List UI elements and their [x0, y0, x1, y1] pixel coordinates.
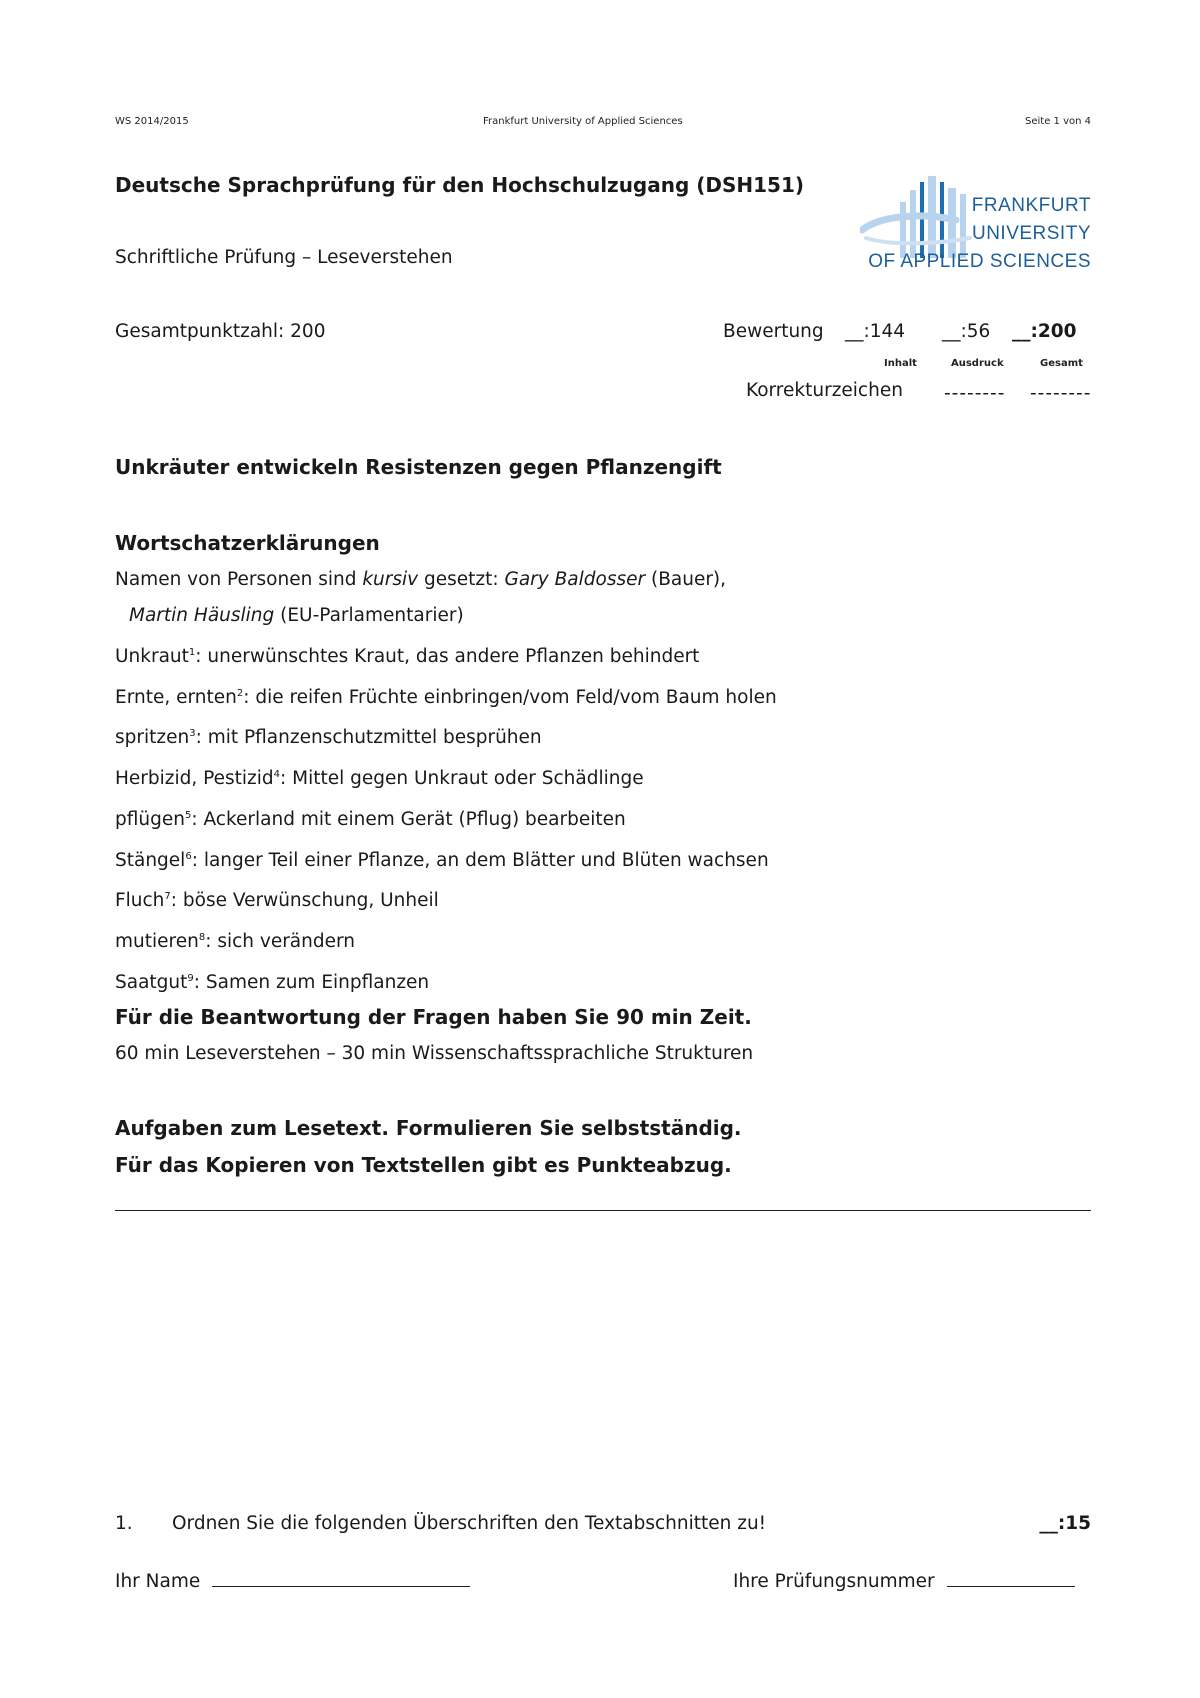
total-points: Gesamtpunktzahl: 200: [115, 321, 326, 342]
section-divider: [115, 1210, 1091, 1211]
expression-score: __:56: [942, 321, 991, 342]
footnote-number: 7: [164, 891, 171, 903]
vocabulary-entry: [115, 635, 777, 676]
exam-number-field: [733, 1568, 1075, 1592]
person1-name: Gary Baldosser: [504, 568, 646, 590]
exam-number-input-line[interactable]: [947, 1568, 1075, 1587]
name-label: Ihr Name: [115, 1571, 201, 1592]
instruction-line-2: Für das Kopieren von Textstellen gibt es Punkteabzug.: [115, 1153, 732, 1177]
correction-label: Korrekturzeichen: [746, 380, 903, 401]
vocabulary-term: Saatgut: [115, 971, 188, 993]
vocabulary-definition: : langer Teil einer Pflanze, an dem Blätter und Blüten wachsen: [191, 849, 769, 871]
vocabulary-definition: : böse Verwünschung, Unheil: [170, 890, 439, 912]
text-title: Unkräuter entwickeln Resistenzen gegen Pflanzengift: [115, 455, 722, 479]
correction-blank-content: --------: [944, 383, 1006, 404]
vocabulary-term: Unkraut: [115, 645, 189, 667]
grading-label: Bewertung: [723, 321, 824, 342]
exam-subtitle: Schriftliche Prüfung – Leseverstehen: [115, 247, 453, 268]
names-set: gesetzt:: [418, 568, 505, 590]
vocabulary-entry: [115, 716, 777, 757]
header-semester: WS 2014/2015: [115, 116, 189, 127]
vocabulary-term: Ernte, ernten: [115, 686, 237, 708]
names-italic-word: kursiv: [362, 568, 419, 590]
task1-points: __:15: [1039, 1513, 1091, 1534]
vocabulary-term: Fluch: [115, 890, 165, 912]
vocabulary-definition: : mit Pflanzenschutzmittel besprühen: [195, 727, 542, 749]
footnote-number: 2: [236, 687, 244, 699]
header-page-info: Seite 1 von 4: [1025, 116, 1091, 127]
person1-role: (Bauer),: [645, 568, 727, 590]
vocabulary-list: [115, 635, 777, 1002]
vocabulary-definition: : Ackerland mit einem Gerät (Pflug) bearbeiten: [191, 808, 626, 830]
logo-line-3: OF APPLIED SCIENCES: [868, 251, 1091, 272]
content-label: Inhalt: [884, 358, 917, 369]
logo-line-2: UNIVERSITY: [971, 223, 1091, 244]
person2-role: (EU-Parlamentarier): [274, 605, 464, 627]
person2-name: Martin Häusling: [129, 605, 275, 627]
footnote-number: 6: [185, 850, 192, 862]
names-note: [115, 562, 777, 599]
task1-number: 1.: [115, 1513, 133, 1534]
time-split: 60 min Leseverstehen – 30 min Wissenschaftssprachliche Strukturen: [115, 1043, 754, 1064]
expression-label: Ausdruck: [951, 358, 1004, 369]
names-note-continued: [115, 598, 777, 635]
footnote-number: 5: [184, 809, 192, 821]
vocabulary-entry: [115, 798, 777, 839]
vocabulary-heading: Wortschatzerklärungen: [115, 531, 380, 555]
name-input-line[interactable]: [212, 1568, 470, 1587]
vocabulary-definition: : sich verändern: [205, 931, 356, 953]
logo-wordmark: [868, 192, 1091, 276]
exam-number-label: Ihre Prüfungsnummer: [733, 1571, 935, 1592]
vocabulary-term: pflügen: [115, 808, 185, 830]
vocabulary-definition: : Samen zum Einpflanzen: [193, 971, 430, 993]
header-institution: Frankfurt University of Applied Sciences: [483, 116, 683, 127]
vocabulary-definition: : Mittel gegen Unkraut oder Schädlinge: [280, 768, 644, 790]
footnote-number: 3: [189, 728, 196, 740]
vocabulary-term: spritzen: [115, 727, 190, 749]
footnote-number: 1: [188, 646, 196, 658]
name-field: [115, 1568, 470, 1592]
vocabulary-section: [115, 525, 777, 1002]
total-label: Gesamt: [1040, 358, 1083, 369]
vocabulary-term: mutieren: [115, 931, 199, 953]
logo-line-1: FRANKFURT: [971, 195, 1091, 216]
total-score: __:200: [1012, 321, 1077, 342]
vocabulary-term: Stängel: [115, 849, 186, 871]
footnote-number: 8: [198, 932, 206, 944]
footnote-number: 9: [187, 972, 194, 984]
vocabulary-entry: [115, 920, 777, 961]
vocabulary-definition: : unerwünschtes Kraut, das andere Pflanzen behindert: [195, 645, 700, 667]
exam-title: Deutsche Sprachprüfung für den Hochschulzugang (DSH151): [115, 173, 805, 197]
vocabulary-entry: [115, 879, 777, 920]
time-heading: Für die Beantwortung der Fragen haben Sie 90 min Zeit.: [115, 1005, 752, 1029]
vocabulary-entry: [115, 676, 777, 717]
vocabulary-entry: [115, 839, 777, 880]
names-intro: Namen von Personen sind: [115, 568, 363, 590]
task1-text: Ordnen Sie die folgenden Überschriften den Textabschnitten zu!: [172, 1513, 767, 1534]
vocabulary-definition: : die reifen Früchte einbringen/vom Feld/vom Baum holen: [243, 686, 777, 708]
instruction-line-1: Aufgaben zum Lesetext. Formulieren Sie selbstständig.: [115, 1116, 742, 1140]
footnote-number: 4: [273, 769, 281, 781]
content-score: __:144: [845, 321, 906, 342]
correction-blank-total: --------: [1030, 383, 1092, 404]
vocabulary-entry: [115, 757, 777, 798]
vocabulary-entry: [115, 961, 777, 1002]
vocabulary-term: Herbizid, Pestizid: [115, 768, 274, 790]
